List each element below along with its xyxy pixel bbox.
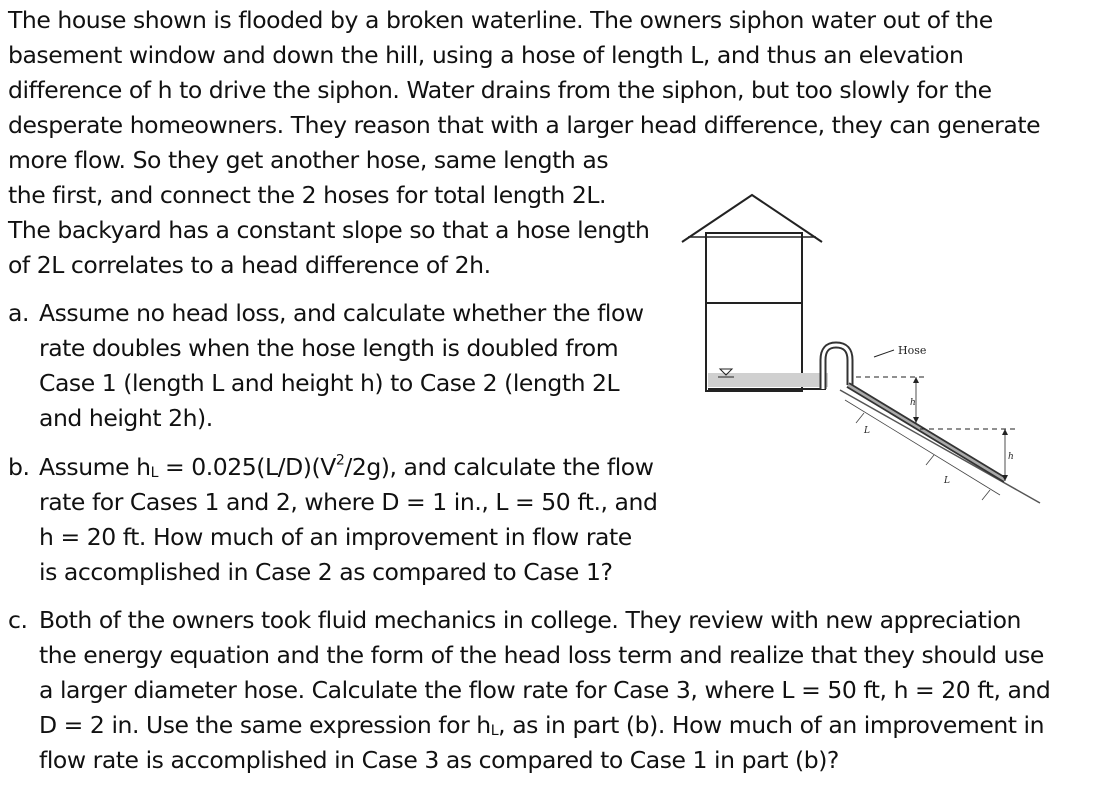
part-b-line-1-pre: Assume h [39, 453, 151, 481]
siphon-diagram [680, 185, 1080, 515]
part-c-line-2: the energy equation and the form of the head loss term and realize that they should use [39, 641, 1044, 669]
l-tick-1 [856, 413, 864, 423]
l-label-2: L [944, 476, 950, 486]
hose-label: Hose [898, 344, 927, 357]
part-b-line-1-post: /2g), and calculate the flow [344, 453, 654, 481]
part-b-line-1-mid: = 0.025(L/D)(V [157, 453, 336, 481]
intro-line-1: The house shown is flooded by a broken waterline. The owners siphon water out of the [8, 6, 993, 34]
length-dimension-line [845, 400, 1000, 495]
part-c-line-4 [39, 708, 1044, 743]
part-a-line-3: Case 1 (length L and height h) to Case 2 (length 2L [39, 369, 620, 397]
part-c-line-4-sub: L [490, 723, 499, 740]
h1-label: h [910, 398, 916, 408]
intro-line-6: the first, and connect the 2 hoses for total length 2L. [8, 181, 607, 209]
intro-line-2: basement window and down the hill, using a hose of length L, and thus an elevation [8, 41, 964, 69]
part-b-line-1-sub: L [150, 465, 158, 482]
part-c-line-4-post: , as in part (b). How much of an improvement in [498, 711, 1045, 739]
hose-leader [874, 350, 894, 357]
part-a-line-2: rate doubles when the hose length is doubled from [39, 334, 619, 362]
part-b-label: b. [8, 453, 30, 481]
hose-inner [848, 385, 1005, 480]
siphon-figure [680, 185, 1080, 515]
intro-line-3: difference of h to drive the siphon. Water drains from the siphon, but too slowly for the [8, 76, 992, 104]
part-c-label: c. [8, 606, 28, 634]
part-a-label: a. [8, 299, 29, 327]
part-b-line-1-sup: 2 [335, 452, 345, 469]
part-b-line-3: h = 20 ft. How much of an improvement in flow rate [39, 523, 632, 551]
intro-line-4: desperate homeowners. They reason that with a larger head difference, they can generate [8, 111, 1041, 139]
part-c-line-4-pre: D = 2 in. Use the same expression for h [39, 711, 491, 739]
h1-arrow-up [913, 377, 919, 383]
h2-label: h [1008, 452, 1014, 462]
part-b-line-2: rate for Cases 1 and 2, where D = 1 in., L = 50 ft., and [39, 488, 658, 516]
intro-line-8: of 2L correlates to a head difference of 2h. [8, 251, 491, 279]
part-b-line-1 [39, 450, 654, 485]
house-walls [706, 233, 802, 391]
part-a-line-4: and height 2h). [39, 404, 213, 432]
l-label-1: L [864, 426, 870, 436]
l-tick-2 [926, 455, 934, 465]
part-c-line-3: a larger diameter hose. Calculate the flow rate for Case 3, where L = 50 ft, h = 20 ft, and [39, 676, 1051, 704]
intro-line-5: more flow. So they get another hose, same length as [8, 146, 609, 174]
part-b-line-4: is accomplished in Case 2 as compared to Case 1? [39, 558, 613, 586]
part-a-line-1: Assume no head loss, and calculate whether the flow [39, 299, 644, 327]
part-c-line-5: flow rate is accomplished in Case 3 as compared to Case 1 in part (b)? [39, 746, 839, 774]
part-c-line-1: Both of the owners took fluid mechanics in college. They review with new appreciation [39, 606, 1021, 634]
slope-surface [840, 390, 1040, 503]
h2-arrow-up [1002, 429, 1008, 435]
intro-line-7: The backyard has a constant slope so that a hose length [8, 216, 650, 244]
l-tick-3 [982, 490, 990, 500]
